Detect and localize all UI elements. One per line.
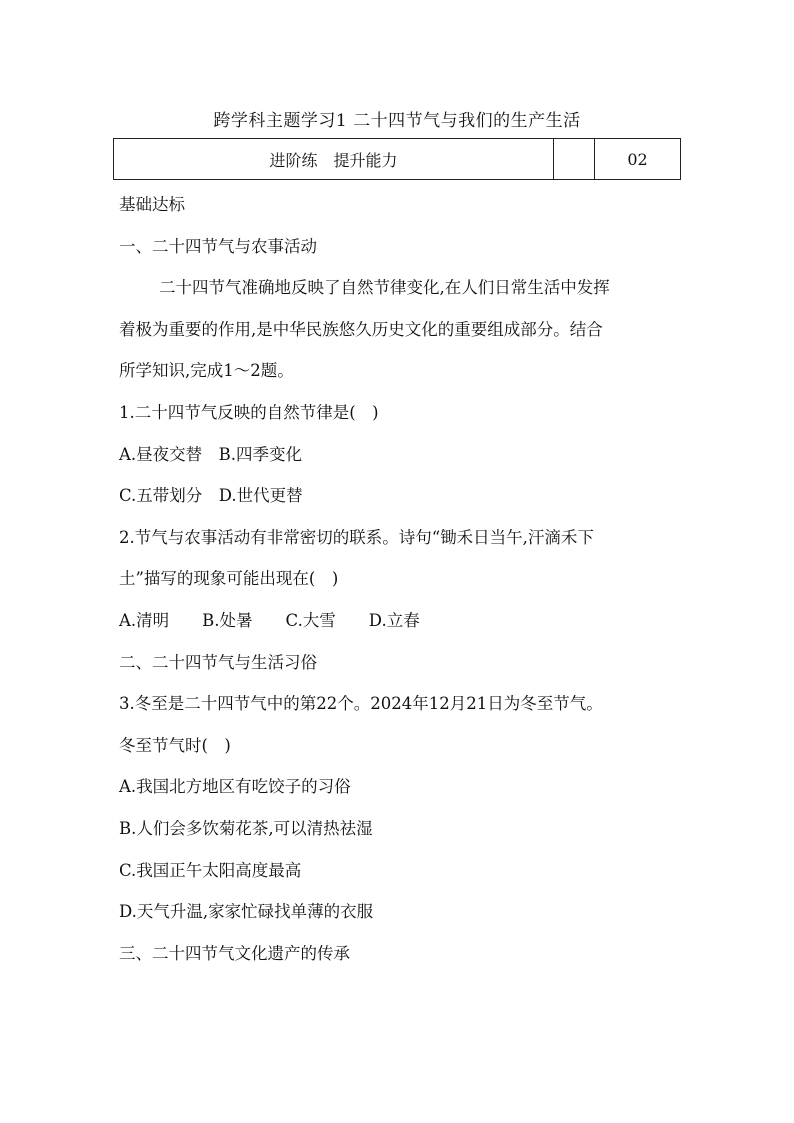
intro-paragraph-line: 二十四节气准确地反映了自然节律变化,在人们日常生活中发挥: [159, 278, 610, 297]
question-3: 3.冬至是二十四节气中的第22个。2024年12月21日为冬至节气。: [119, 694, 603, 713]
section-header-blank-cell: [554, 139, 595, 179]
document-title: 跨学科主题学习1 二十四节气与我们的生产生活: [213, 111, 581, 131]
section-header-label: 进阶练 提升能力: [114, 139, 554, 179]
question-2: 土”描写的现象可能出现在( ): [119, 569, 339, 588]
part-one-heading: 一、二十四节气与农事活动: [119, 237, 317, 256]
question-3-option-d: D.天气升温,家家忙碌找单薄的衣服: [119, 902, 374, 921]
question-2: 2.节气与农事活动有非常密切的联系。诗句“锄禾日当午,汗滴禾下: [119, 528, 594, 547]
question-3: 冬至节气时( ): [119, 736, 231, 755]
part-three-heading: 三、二十四节气文化遗产的传承: [119, 944, 350, 963]
section-header-table: [113, 138, 681, 180]
question-3-option-a: A.我国北方地区有吃饺子的习俗: [119, 777, 351, 796]
section-heading-basic: 基础达标: [119, 195, 185, 214]
question-1-options: A.昼夜交替 B.四季变化: [119, 445, 303, 464]
question-3-option-c: C.我国正午太阳高度最高: [119, 861, 302, 880]
question-2-options: A.清明 B.处暑 C.大雪 D.立春: [119, 611, 420, 630]
question-1-options: C.五带划分 D.世代更替: [119, 486, 303, 505]
question-1: 1.二十四节气反映的自然节律是( ): [119, 403, 379, 422]
intro-paragraph-line: 着极为重要的作用,是中华民族悠久历史文化的重要组成部分。结合: [119, 320, 603, 339]
part-two-heading: 二、二十四节气与生活习俗: [119, 653, 317, 672]
section-header-number: 02: [627, 149, 648, 169]
question-3-option-b: B.人们会多饮菊花茶,可以清热祛湿: [119, 819, 373, 838]
intro-paragraph-line: 所学知识,完成1～2题。: [119, 361, 294, 380]
